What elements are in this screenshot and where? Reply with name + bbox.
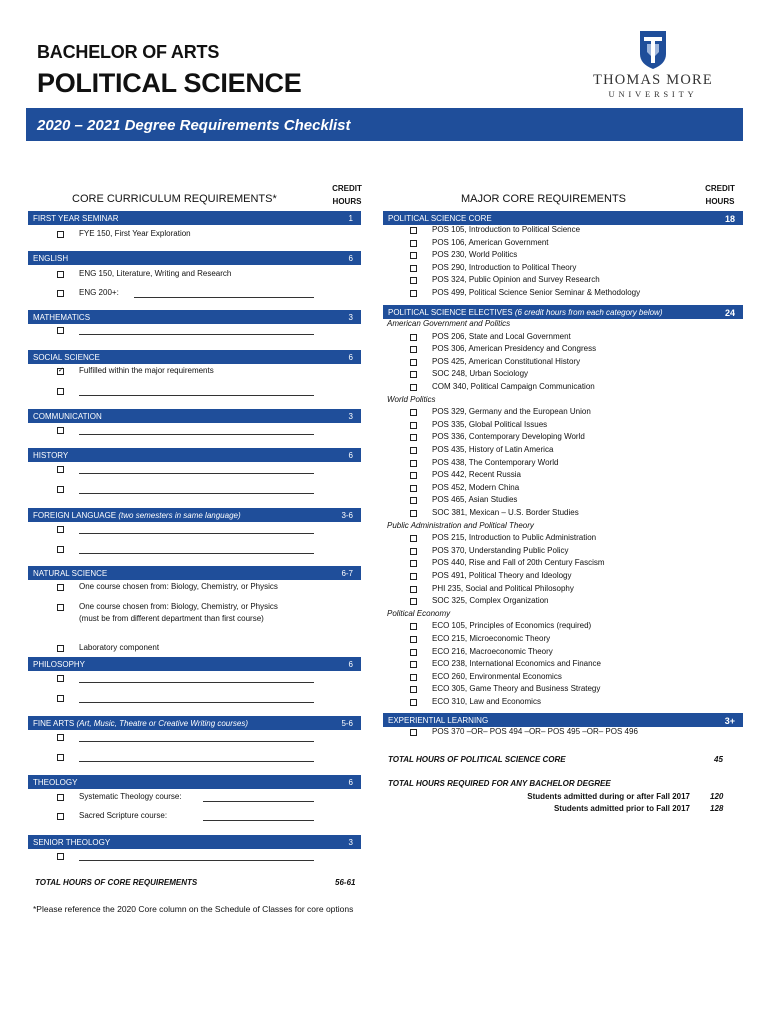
core-section-label <box>33 313 90 322</box>
core-section-header <box>28 448 361 462</box>
core-section-header <box>28 508 361 522</box>
major-item-text: POS 230, World Politics <box>432 250 518 260</box>
major-item-checkbox[interactable] <box>410 560 417 567</box>
major-item-text: POS 440, Rise and Fall of 20th Century Fascism <box>432 558 605 568</box>
core-item-checkbox[interactable] <box>57 486 64 493</box>
core-total-label: TOTAL HOURS OF CORE REQUIREMENTS <box>35 878 198 887</box>
core-item-checkbox[interactable] <box>57 368 64 375</box>
major-item-checkbox[interactable] <box>410 623 417 630</box>
core-item-checkbox[interactable] <box>57 695 64 702</box>
core-item-checkbox[interactable] <box>57 645 64 652</box>
degree-row-value: 120 <box>710 792 724 801</box>
major-item-checkbox[interactable] <box>410 447 417 454</box>
section-note: (Art, Music, Theatre or Creative Writing courses) <box>76 719 249 728</box>
major-section-label <box>388 214 492 223</box>
major-item-checkbox[interactable] <box>410 277 417 284</box>
major-item-checkbox[interactable] <box>410 686 417 693</box>
major-item-checkbox[interactable] <box>410 227 417 234</box>
core-item-text: Sacred Scripture course: <box>79 811 168 820</box>
logo-name: THOMAS MORE <box>593 72 713 88</box>
core-item-checkbox[interactable] <box>57 754 64 761</box>
major-item-text: POS 306, American Presidency and Congress <box>432 344 597 354</box>
logo-sub: UNIVERSITY <box>608 89 698 99</box>
course-blank[interactable] <box>134 297 314 298</box>
course-blank[interactable] <box>203 820 314 821</box>
major-heading: MAJOR CORE REQUIREMENTS <box>461 193 627 205</box>
core-section-header <box>28 409 361 423</box>
major-item-text: ECO 215, Microeconomic Theory <box>432 634 551 643</box>
core-item-checkbox[interactable] <box>57 427 64 434</box>
course-blank[interactable] <box>79 702 314 703</box>
major-item-checkbox[interactable] <box>410 460 417 467</box>
major-item-text: POS 425, American Constitutional History <box>432 356 581 366</box>
major-item-text: SOC 325, Complex Organization <box>432 596 549 606</box>
major-item-text: ECO 238, International Economics and Finance <box>432 659 601 669</box>
section-credits: 24 <box>724 308 735 318</box>
major-item-text: POS 435, History of Latin America <box>432 445 554 454</box>
elective-category: Public Administration and Political Theory <box>387 520 534 530</box>
major-item-text: POS 465, Asian Studies <box>432 495 518 505</box>
section-note: (6 credit hours from each category below) <box>514 308 663 317</box>
core-item-checkbox[interactable] <box>57 794 64 801</box>
core-section-label <box>33 353 100 362</box>
major-item-text: POS 336, Contemporary Developing World <box>432 432 585 442</box>
major-item-checkbox[interactable] <box>410 384 417 391</box>
major-item-checkbox[interactable] <box>410 346 417 353</box>
degree-total-label: TOTAL HOURS REQUIRED FOR ANY BACHELOR DEGREE <box>388 779 611 788</box>
section-credits: 5-6 <box>341 719 353 728</box>
shield-logo-icon <box>639 30 667 70</box>
core-item-checkbox[interactable] <box>57 546 64 553</box>
degree-row-label: Students admitted during or after Fall 2017 <box>527 792 690 801</box>
major-item-checkbox[interactable] <box>410 598 417 605</box>
major-item-text: POS 499, Political Science Senior Seminar & Methodology <box>432 288 641 297</box>
major-item-checkbox[interactable] <box>410 359 417 366</box>
major-item-checkbox[interactable] <box>410 472 417 479</box>
course-blank[interactable] <box>79 493 314 494</box>
core-credit-heading: CREDIT HOURS <box>332 184 362 206</box>
core-item-checkbox[interactable] <box>57 604 64 611</box>
core-item-checkbox[interactable] <box>57 813 64 820</box>
section-credits: 3 <box>348 412 353 421</box>
course-blank[interactable] <box>79 682 314 683</box>
banner-text: 2020 – 2021 Degree Requirements Checklist <box>37 117 351 134</box>
major-item-checkbox[interactable] <box>410 240 417 247</box>
section-note: (two semesters in same language) <box>118 511 241 520</box>
course-blank[interactable] <box>79 395 314 396</box>
major-item-checkbox[interactable] <box>410 497 417 504</box>
elective-category: American Government and Politics <box>387 319 511 328</box>
core-item-text: ENG 150, Literature, Writing and Research <box>79 269 232 278</box>
section-name: COMMUNICATION <box>33 412 102 421</box>
major-item-checkbox[interactable] <box>410 548 417 555</box>
section-credits: 18 <box>724 214 735 224</box>
core-heading: CORE CURRICULUM REQUIREMENTS* <box>72 193 277 205</box>
section-name: MATHEMATICS <box>33 313 91 322</box>
core-item-checkbox[interactable] <box>57 734 64 741</box>
section-credits: 3 <box>348 313 353 322</box>
section-credits: 1 <box>348 214 353 223</box>
core-item-text: Fulfilled within the major requirements <box>79 366 214 375</box>
major-item-text: SOC 248, Urban Sociology <box>432 369 529 379</box>
section-name: THEOLOGY <box>33 778 78 787</box>
major-item-text: POS 324, Public Opinion and Survey Research <box>432 275 600 285</box>
major-section-header <box>383 211 743 225</box>
course-blank[interactable] <box>79 533 314 534</box>
core-section-label <box>33 838 110 847</box>
major-item-checkbox[interactable] <box>410 573 417 580</box>
core-section-header <box>28 566 361 580</box>
university-logo <box>588 30 718 102</box>
core-section-label <box>33 778 77 787</box>
major-item-text: ECO 310, Law and Economics <box>432 697 541 706</box>
section-credits: 3+ <box>724 716 735 726</box>
major-item-checkbox[interactable] <box>410 510 417 517</box>
major-item-text: ECO 105, Principles of Economics (required) <box>432 621 592 631</box>
major-item-text: ECO 260, Environmental Economics <box>432 671 562 681</box>
major-item-checkbox[interactable] <box>410 334 417 341</box>
section-name: POLITICAL SCIENCE CORE <box>388 214 492 223</box>
major-item-text: POS 452, Modern China <box>432 482 520 492</box>
major-item-text: POS 370, Understanding Public Policy <box>432 545 569 555</box>
title-banner <box>26 108 743 141</box>
core-section-label <box>33 451 68 460</box>
major-item-text: POS 290, Introduction to Political Theory <box>432 262 577 272</box>
elective-category: World Politics <box>387 394 436 404</box>
major-item-text: POS 491, Political Theory and Ideology <box>432 571 572 580</box>
course-blank[interactable] <box>79 473 314 474</box>
major-item-checkbox[interactable] <box>410 434 417 441</box>
program-title: POLITICAL SCIENCE <box>37 68 302 98</box>
core-section-label <box>33 412 102 421</box>
core-item-checkbox[interactable] <box>57 290 64 297</box>
degree-row-label: Students admitted prior to Fall 2017 <box>553 804 690 813</box>
major-item-text: POS 215, Introduction to Public Administration <box>432 533 597 543</box>
major-section-header <box>383 305 743 319</box>
major-item-text: POS 105, Introduction to Political Science <box>432 225 581 234</box>
section-credits: 6 <box>348 451 353 460</box>
major-item-text: POS 442, Recent Russia <box>432 470 521 480</box>
major-item-text: POS 106, American Government <box>432 237 549 247</box>
major-item-text: COM 340, Political Campaign Communication <box>432 382 595 391</box>
section-name: NATURAL SCIENCE <box>33 569 108 578</box>
core-total-value: 56-61 <box>335 878 356 887</box>
core-item-checkbox[interactable] <box>57 584 64 591</box>
section-name: PHILOSOPHY <box>33 660 86 669</box>
major-item-checkbox[interactable] <box>410 535 417 542</box>
major-section-header <box>383 713 743 727</box>
major-total-label: TOTAL HOURS OF POLITICAL SCIENCE CORE <box>388 755 566 764</box>
core-item-text: Laboratory component <box>79 643 160 652</box>
core-section-header <box>28 251 361 265</box>
core-item-text: One course chosen from: Biology, Chemistry, or Physics <box>79 602 278 611</box>
section-credits: 6 <box>348 778 353 787</box>
major-item-checkbox[interactable] <box>410 371 417 378</box>
course-blank[interactable] <box>79 761 314 762</box>
core-item-checkbox[interactable] <box>57 231 64 238</box>
core-item-checkbox[interactable] <box>57 388 64 395</box>
course-blank[interactable] <box>79 334 314 335</box>
section-name: SOCIAL SCIENCE <box>33 353 100 362</box>
major-item-text: POS 329, Germany and the European Union <box>432 407 591 417</box>
core-section-header <box>28 716 361 730</box>
section-credits: 6-7 <box>341 569 353 578</box>
major-item-text: POS 335, Global Political Issues <box>432 419 548 429</box>
core-item-checkbox[interactable] <box>57 853 64 860</box>
section-name: SENIOR THEOLOGY <box>33 838 111 847</box>
major-item-text: POS 206, State and Local Government <box>432 331 571 341</box>
section-name: FINE ARTS <box>33 719 75 728</box>
major-item-checkbox[interactable] <box>410 252 417 259</box>
core-item-note: (must be from different department than first course) <box>79 614 264 623</box>
major-item-checkbox[interactable] <box>410 409 417 416</box>
section-name: POLITICAL SCIENCE ELECTIVES <box>388 308 513 317</box>
section-name: HISTORY <box>33 451 69 460</box>
section-name: FIRST YEAR SEMINAR <box>33 214 119 223</box>
major-item-text: ECO 216, Macroeconomic Theory <box>432 646 553 656</box>
course-blank[interactable] <box>79 553 314 554</box>
major-credit-heading: CREDIT HOURS <box>705 184 735 206</box>
major-item-text: POS 438, The Contemporary World <box>432 457 559 467</box>
core-section-label <box>33 254 68 263</box>
section-name: FOREIGN LANGUAGE <box>33 511 117 520</box>
section-credits: 3-6 <box>341 511 353 520</box>
core-section-label <box>33 719 248 728</box>
major-section-label <box>388 716 488 725</box>
section-credits: 6 <box>348 254 353 263</box>
course-blank[interactable] <box>79 860 314 861</box>
core-section-label <box>33 214 119 223</box>
core-item-text: Systematic Theology course: <box>79 792 182 801</box>
core-section-header <box>28 775 361 789</box>
course-blank[interactable] <box>79 434 314 435</box>
major-item-checkbox[interactable] <box>410 674 417 681</box>
core-footnote: *Please reference the 2020 Core column on the Schedule of Classes for core options <box>33 904 354 914</box>
core-section-label <box>33 569 107 578</box>
core-section-header <box>28 310 361 324</box>
major-item-checkbox[interactable] <box>410 586 417 593</box>
major-item-checkbox[interactable] <box>410 661 417 668</box>
major-item-checkbox[interactable] <box>410 290 417 297</box>
core-item-checkbox[interactable] <box>57 327 64 334</box>
degree-row-value: 128 <box>710 804 724 813</box>
major-item-checkbox[interactable] <box>410 265 417 272</box>
core-item-checkbox[interactable] <box>57 526 64 533</box>
major-item-checkbox[interactable] <box>410 636 417 643</box>
major-item-text: ECO 305, Game Theory and Business Strategy <box>432 684 601 694</box>
core-section-header <box>28 835 361 849</box>
section-name: EXPERIENTIAL LEARNING <box>388 716 489 725</box>
course-blank[interactable] <box>203 801 314 802</box>
major-item-checkbox[interactable] <box>410 729 417 736</box>
major-item-checkbox[interactable] <box>410 699 417 706</box>
major-item-checkbox[interactable] <box>410 485 417 492</box>
core-item-checkbox[interactable] <box>57 466 64 473</box>
major-item-text: POS 370 –OR– POS 494 –OR– POS 495 –OR– POS 496 <box>432 727 638 736</box>
major-item-text: PHI 235, Social and Political Philosophy <box>432 583 574 593</box>
major-item-checkbox[interactable] <box>410 649 417 656</box>
core-section-label <box>33 660 85 669</box>
course-blank[interactable] <box>79 741 314 742</box>
section-name: ENGLISH <box>33 254 69 263</box>
section-credits: 6 <box>348 660 353 669</box>
major-item-checkbox[interactable] <box>410 422 417 429</box>
major-item-text: SOC 381, Mexican – U.S. Border Studies <box>432 508 579 517</box>
section-credits: 3 <box>348 838 353 847</box>
core-item-text: FYE 150, First Year Exploration <box>79 229 191 238</box>
core-section-label <box>33 511 241 520</box>
major-total-value: 45 <box>714 755 723 764</box>
core-section-header <box>28 350 361 364</box>
major-section-label <box>388 308 663 317</box>
section-credits: 6 <box>348 353 353 362</box>
degree-title: BACHELOR OF ARTS <box>37 42 220 62</box>
core-item-text: One course chosen from: Biology, Chemistry, or Physics <box>79 582 278 591</box>
elective-category: Political Economy <box>387 608 451 618</box>
core-section-header <box>28 657 361 671</box>
core-section-header <box>28 211 361 225</box>
core-item-checkbox[interactable] <box>57 271 64 278</box>
core-item-checkbox[interactable] <box>57 675 64 682</box>
core-item-text: ENG 200+: <box>79 288 119 297</box>
